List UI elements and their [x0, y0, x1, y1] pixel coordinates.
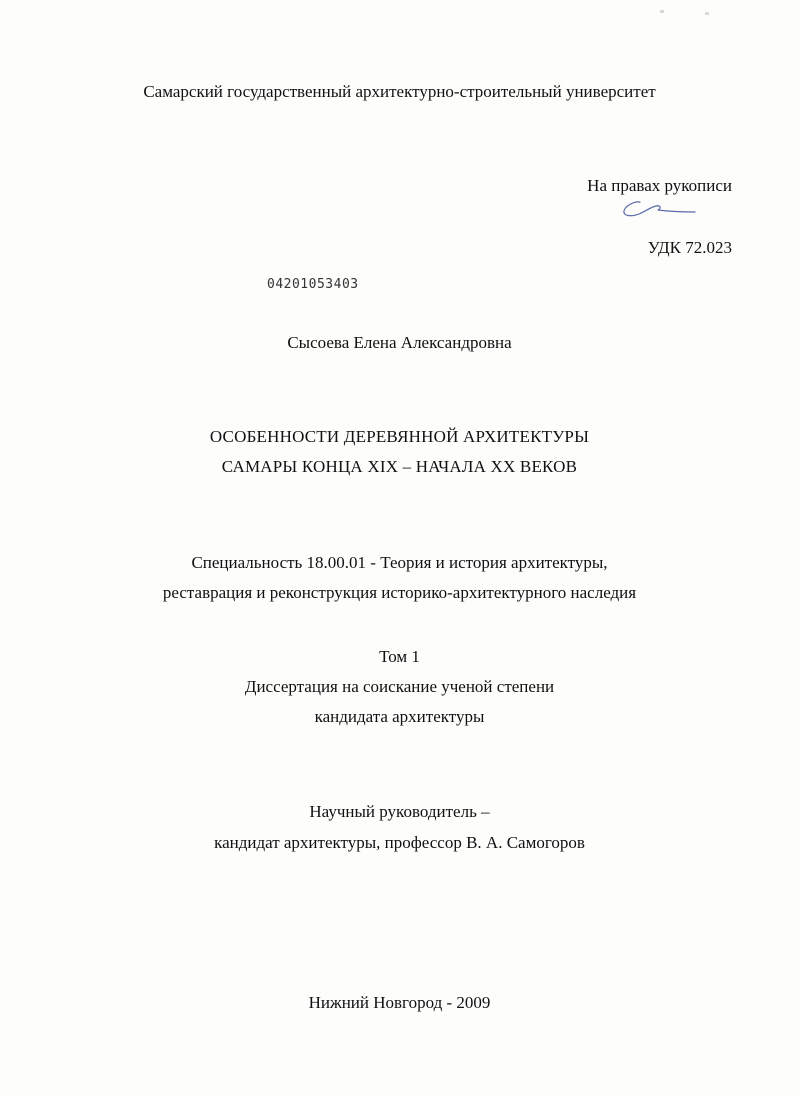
university-name: Самарский государственный архитектурно-строительный университет: [143, 82, 656, 101]
specialty-line-1: Специальность 18.00.01 - Теория и история архитектуры,: [191, 553, 608, 572]
place-and-year: Нижний Новгород - 2009: [308, 993, 491, 1012]
udc-code: УДК 72.023: [647, 238, 732, 257]
supervisor-label: Научный руководитель –: [309, 802, 490, 821]
dissertation-title-line-2: САМАРЫ КОНЦА XIX – НАЧАЛА XX ВЕКОВ: [221, 457, 578, 476]
dissertation-title-line-1: ОСОБЕННОСТИ ДЕРЕВЯННОЙ АРХИТЕКТУРЫ: [209, 427, 590, 446]
volume-label: Том 1: [379, 647, 420, 666]
scan-speck: [660, 10, 664, 13]
registration-number-stamp: 04201053403: [267, 277, 359, 292]
degree-line-2: кандидата архитектуры: [314, 707, 485, 726]
author-name: Сысоева Елена Александровна: [287, 333, 512, 352]
scan-speck: [705, 12, 709, 15]
supervisor-name: кандидат архитектуры, профессор В. А. Самогоров: [214, 833, 585, 852]
signature-mark: [618, 196, 698, 222]
rights-note: На правах рукописи: [587, 176, 732, 195]
specialty-line-2: реставрация и реконструкция историко-архитектурного наследия: [162, 583, 637, 602]
degree-line-1: Диссертация на соискание ученой степени: [244, 677, 555, 696]
